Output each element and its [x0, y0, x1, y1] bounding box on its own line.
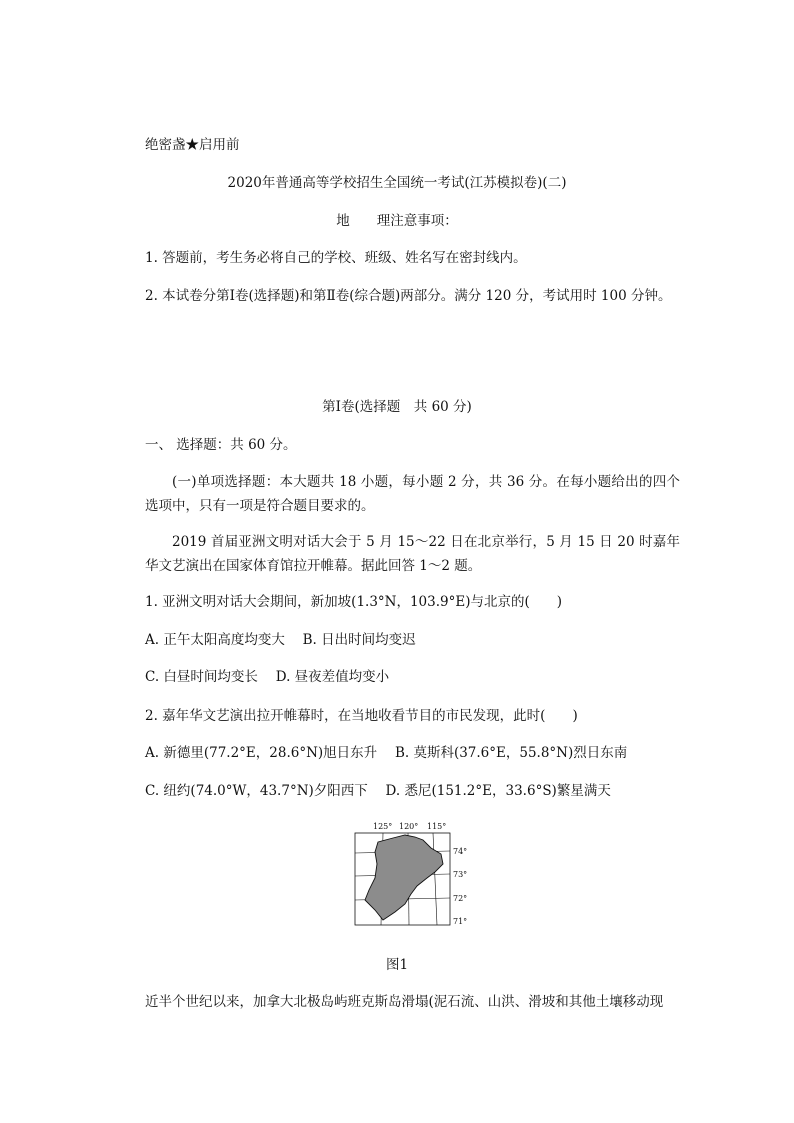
q2-options-cd: C. 纽约(74.0°W，43.7°N)夕阳西下 D. 悉尼(151.2°E，33.6°S)繁星满天	[145, 783, 611, 799]
lat-label-73: 73°	[453, 870, 468, 879]
banks-island-shape	[365, 835, 443, 920]
lat-label-72: 72°	[453, 894, 468, 903]
q1-options-cd: C. 白昼时间均变长 D. 昼夜差值均变小	[145, 669, 390, 685]
part1-title: 第Ⅰ卷(选择题 共 60 分)	[322, 399, 472, 415]
single-choice-intro: (一)单项选择题：本大题共 18 小题，每小题 2 分，共 36 分。在每小题给出的四个选项中，只有一项是符合题目要求的。	[145, 474, 680, 514]
section-heading: 一、 选择题：共 60 分。	[145, 437, 297, 453]
lon-label-125: 125°	[373, 822, 393, 831]
q2-options-ab: A. 新德里(77.2°E，28.6°N)旭日东升 B. 莫斯科(37.6°E，55.8°N)烈日东南	[145, 745, 628, 761]
lon-label-115: 115°	[427, 822, 447, 831]
continuation-text: 近半个世纪以来，加拿大北极岛屿班克斯岛滑塌(泥石流、山洪、滑坡和其他土壤移动现	[145, 994, 664, 1010]
lon-label-120: 120°	[399, 822, 419, 831]
q2-stem: 2. 嘉年华文艺演出拉开帷幕时，在当地收看节目的市民发现，此时( )	[145, 708, 578, 724]
subject-line: 地 理注意事项：	[336, 213, 458, 229]
note-2: 2. 本试卷分第Ⅰ卷(选择题)和第Ⅱ卷(综合题)两部分。满分 120 分，考试用时 100 分钟。	[145, 288, 672, 304]
secrecy-label: 绝密盏★启用前	[145, 137, 240, 153]
note-1: 1. 答题前，考生务必将自己的学校、班级、姓名写在密封线内。	[145, 250, 527, 266]
q1-stem: 1. 亚洲文明对话大会期间，新加坡(1.3°N，103.9°E)与北京的( )	[145, 594, 563, 610]
lat-label-74: 74°	[453, 847, 468, 856]
lat-label-71: 71°	[453, 917, 468, 926]
exam-title: 2020年普通高等学校招生全国统一考试(江苏模拟卷)(二)	[227, 175, 567, 191]
figure-caption: 图1	[385, 957, 409, 973]
q1-options-ab: A. 正午太阳高度均变大 B. 日出时间均变迟	[145, 632, 416, 648]
question-context: 2019 首届亚洲文明对话大会于 5 月 15～22 日在北京举行，5 月 15 日 20 时嘉年华文艺演出在国家体育馆拉开帷幕。据此回答 1～2 题。	[145, 534, 680, 574]
banks-island-map	[345, 818, 475, 936]
